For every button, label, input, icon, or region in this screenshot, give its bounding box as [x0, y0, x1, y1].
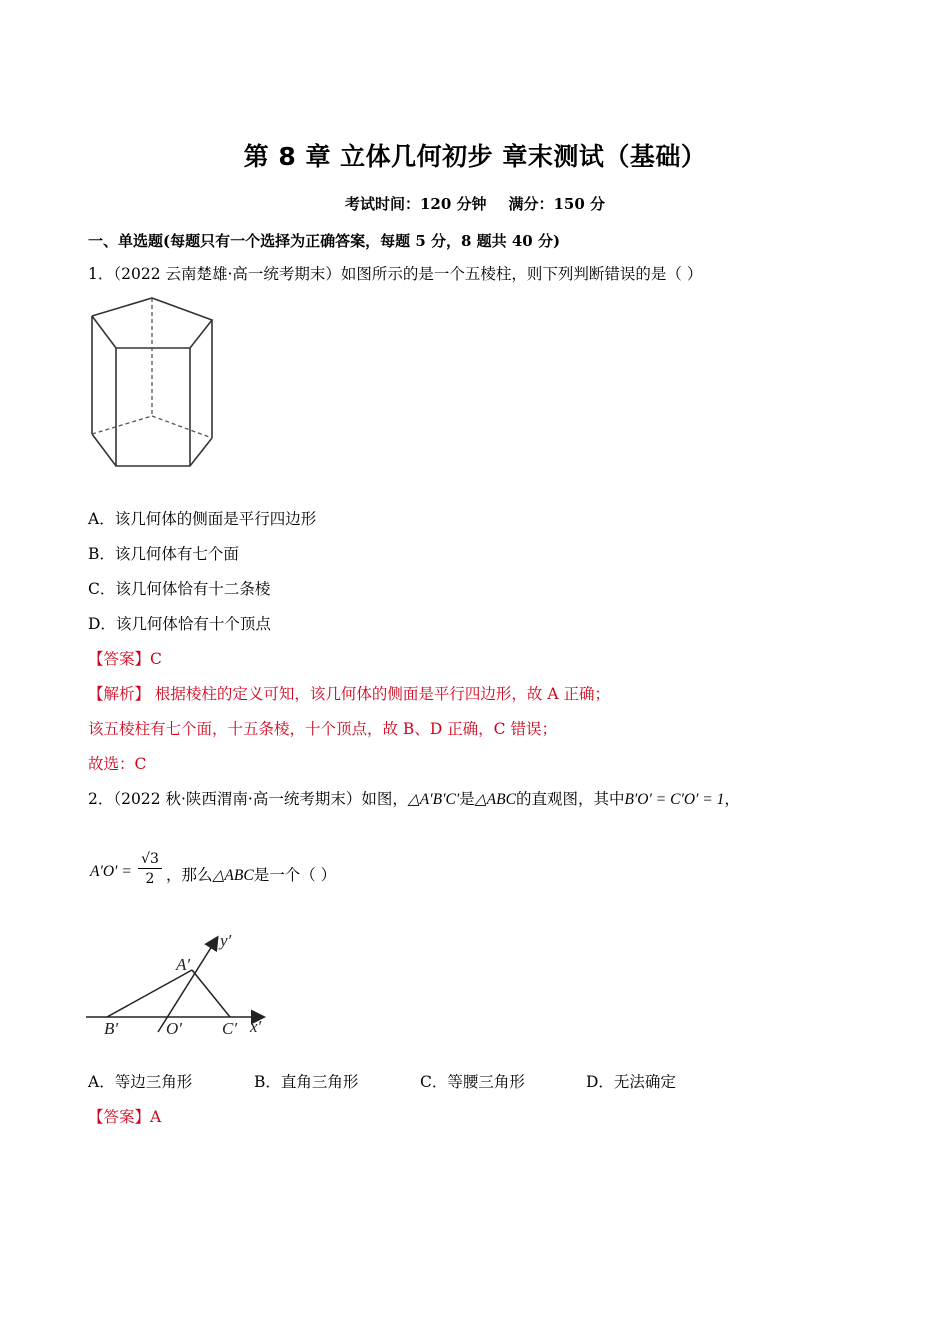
q1-analysis-1: 【解析】 根据棱柱的定义可知，该几何体的侧面是平行四边形，故 A 正确； [88, 685, 610, 703]
label-o: O′ [166, 1019, 182, 1038]
q2-option-a: A．等边三角形 [88, 1073, 193, 1091]
q2-triangle-2: △ABC [474, 791, 516, 808]
label-b: B′ [104, 1019, 119, 1038]
question-2-stem [88, 787, 740, 809]
oblique-projection-figure [86, 928, 276, 1040]
q2-stem-c: 的直观图，其中 [515, 790, 625, 808]
q2-stem-f: 是一个（ ） [253, 866, 337, 884]
q2-options [88, 1070, 676, 1092]
q2-fraction-denominator: 2 [138, 868, 162, 889]
q2-stem-d: ， [724, 790, 740, 808]
q2-option-d: D．无法确定 [586, 1073, 676, 1091]
pentagonal-prism-figure [80, 292, 230, 477]
q2-option-b: B．直角三角形 [254, 1073, 359, 1091]
q2-fraction-numerator: √3 [141, 851, 159, 867]
q2-fraction [138, 850, 162, 889]
section-heading: 一、单选题(每题只有一个选择为正确答案，每题 5 分，8 题共 40 分) [88, 232, 561, 250]
q1-option-c: C．该几何体恰有十二条棱 [88, 580, 271, 598]
exam-time: 考试时间：120 分钟 [344, 195, 487, 213]
q2-stem-e-line [166, 863, 336, 885]
q2-stem-a: 2．（2022 秋·陕西渭南·高一统考期末）如图， [88, 790, 408, 808]
q1-analysis-2: 该五棱柱有七个面，十五条棱，十个顶点，故 B、D 正确，C 错误； [88, 720, 557, 738]
q2-answer: 【答案】A [88, 1108, 162, 1126]
label-y-axis: y′ [220, 931, 232, 950]
label-c: C′ [222, 1019, 238, 1038]
q2-triangle-3: △ABC [212, 867, 254, 884]
exam-score: 满分：150 分 [508, 195, 606, 213]
exam-info [0, 193, 950, 214]
label-a: A′ [176, 955, 191, 974]
q1-answer: 【答案】C [88, 650, 162, 668]
q2-option-c: C．等腰三角形 [420, 1073, 525, 1091]
q2-equation-1: B′O′ = C′O′ = 1 [624, 791, 725, 808]
q1-option-b: B．该几何体有七个面 [88, 545, 239, 563]
q1-analysis-3: 故选：C [88, 755, 147, 773]
q2-equation-2-lhs: A′O′ = [90, 863, 132, 880]
label-x-axis: x′ [250, 1017, 262, 1036]
q1-option-d: D．该几何体恰有十个顶点 [88, 615, 271, 633]
q2-stem-e: ，那么 [166, 866, 213, 884]
q2-sqrt-value: 3 [150, 851, 159, 867]
page-title: 第 8 章 立体几何初步 章末测试（基础） [243, 142, 707, 171]
question-1-stem: 1．（2022 云南楚雄·高一统考期末）如图所示的是一个五棱柱，则下列判断错误的是（ ） [88, 265, 703, 283]
q1-option-a: A．该几何体的侧面是平行四边形 [88, 510, 317, 528]
q2-triangle-1: △A′B′C′ [407, 791, 460, 808]
q2-stem-b: 是 [459, 790, 475, 808]
